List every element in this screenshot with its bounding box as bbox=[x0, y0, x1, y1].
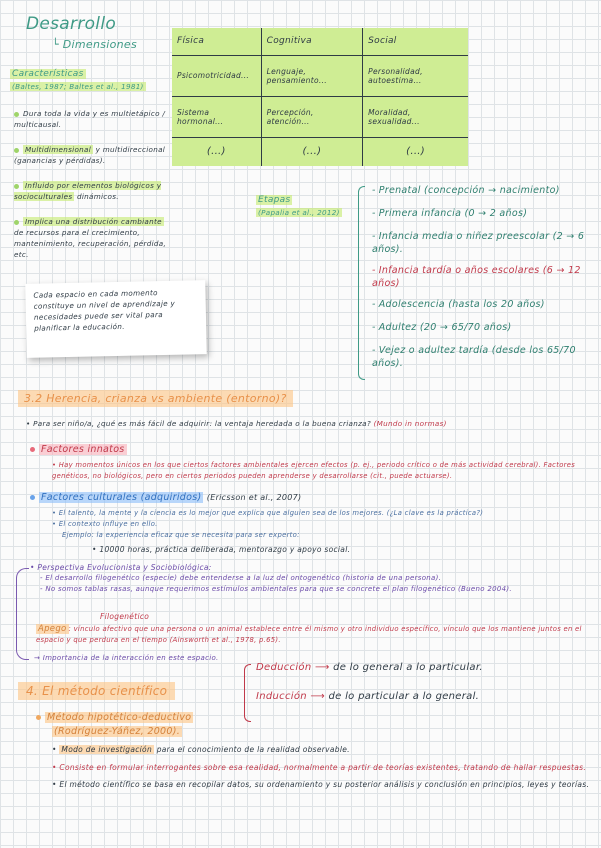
stage-item: - Infancia tardía o años escolares (6 → 12 años) bbox=[372, 265, 581, 289]
stage-item: - Infancia media o niñez preescolar (2 → 6 años). bbox=[372, 231, 585, 255]
table-header: Física bbox=[177, 36, 205, 47]
list-item: • Consiste en formular interrogantes sobre esa realidad, normalmente a partir de teorías existentes, tratando de hallar respuestas. bbox=[52, 762, 587, 772]
list-item: Implica una distribución cambiante de recursos para el crecimiento, mantenimiento, recuperación, pérdida, etc. bbox=[14, 217, 167, 259]
method-arrows bbox=[256, 662, 596, 702]
table-header: Social bbox=[363, 28, 468, 55]
dimensions-table bbox=[172, 28, 468, 166]
list-item: Influido por elementos biológicos y socioculturales dinámicos. bbox=[14, 181, 162, 201]
cultural-line: • El contexto influye en ello. bbox=[52, 520, 158, 528]
stage-item: - Prenatal (concepción → nacimiento) bbox=[372, 185, 560, 196]
table-cell: Moralidad, sexualidad... bbox=[363, 96, 468, 137]
list-item: Dura toda la vida y es multietápico / multicausal. bbox=[14, 109, 166, 129]
table-cell: Personalidad, autoestima... bbox=[363, 55, 468, 96]
table-row bbox=[172, 55, 468, 96]
stage-item: - Adolescencia (hasta los 20 años) bbox=[372, 299, 545, 310]
table-cell: (...) bbox=[172, 137, 261, 166]
stages-heading-block bbox=[256, 194, 342, 218]
filogenetico-label: Filogenético bbox=[100, 612, 150, 621]
stages-list bbox=[372, 184, 596, 370]
table-cell: Psicomotricidad... bbox=[172, 55, 261, 96]
section3-question: • Para ser niño/a, ¿qué es más fácil de adquirir: la ventaja heredada o la buena crianza? (Mundo in normas) bbox=[26, 419, 447, 428]
cultural-line: Ejemplo: la experiencia eficaz que se necesita para ser experto: bbox=[62, 531, 300, 539]
characteristics-citation: (Baltes, 1987; Baltes et al., 1981) bbox=[12, 82, 144, 91]
method-bullets bbox=[52, 744, 592, 791]
list-item: • Modo de investigación para el conocimiento de la realidad observable. bbox=[52, 745, 350, 754]
section4-heading: 4. El método científico bbox=[18, 684, 175, 698]
stage-item: - Vejez o adultez tardía (desde los 65/70 años). bbox=[372, 345, 576, 369]
innate-text: • Hay momentos únicos en los que ciertos factores ambientales ejercen efectos (p. ej., periodo crítico o de más actividad cerebral). Factores genéticos, no biológicos, pero en ciertos periodos pueden aprenderse y desarrollarse (cit., puede actuarse). bbox=[52, 461, 576, 480]
bullet-icon bbox=[14, 112, 19, 117]
table-header-row bbox=[172, 28, 468, 55]
stages-citation: (Papalia et al., 2012) bbox=[258, 208, 340, 217]
method-arrow-row: Inducción ⟶ de lo particular a lo general. bbox=[256, 691, 480, 702]
stages-brace bbox=[358, 186, 365, 380]
section3-heading: 3.2 Herencia, crianza vs ambiente (entorno)? bbox=[18, 392, 293, 405]
subtitle-arrow-icon: └ bbox=[52, 38, 63, 51]
cultural-heading: Factores culturales (adquiridos) (Ericsson et al., 2007) bbox=[30, 492, 301, 503]
table-row bbox=[172, 137, 468, 166]
bullet-icon bbox=[14, 148, 19, 153]
table-cell: Sistema hormonal... bbox=[172, 96, 261, 137]
method-title: Método hipotético-deductivo bbox=[36, 712, 193, 723]
perspective-closing: → Importancia de la interacción en este espacio. bbox=[34, 654, 219, 662]
note-text: Cada espacio en cada momento constituye un nivel de aprendizaje y necesidades puede ser vital para planificar la educación. bbox=[33, 288, 176, 333]
bullet-icon bbox=[14, 184, 19, 189]
stages-heading: Etapas bbox=[258, 195, 291, 205]
perspective-line: - El desarrollo filogenético (especie) debe entenderse a la luz del ontogenético (historia de una persona). bbox=[40, 574, 442, 582]
perspective-heading: • Perspectiva Evolucionista y Sociobiológica: bbox=[30, 563, 212, 572]
perspective-block bbox=[30, 562, 590, 595]
page-title: Desarrollo bbox=[26, 14, 117, 34]
characteristics bbox=[10, 68, 170, 92]
table-cell: (...) bbox=[363, 137, 468, 166]
table-row bbox=[172, 96, 468, 137]
perspective-bracket bbox=[16, 568, 29, 660]
arrow-right-icon: ⟶ bbox=[310, 691, 329, 702]
innate-heading: Factores innatos bbox=[30, 444, 127, 455]
table-header: Cognitiva bbox=[261, 28, 363, 55]
list-item: Multidimensional y multidireccional (ganancias y pérdidas). bbox=[14, 145, 166, 165]
stage-item: - Primera infancia (0 → 2 años) bbox=[372, 208, 528, 219]
bullet-icon bbox=[36, 715, 41, 720]
cultural-lines bbox=[52, 508, 582, 555]
list-item: • El método científico se basa en recopilar datos, su ordenamiento y su posterior análisis y conclusión en principios, leyes y teorías. bbox=[52, 780, 590, 789]
table-cell: Percepción, atención... bbox=[261, 96, 363, 137]
method-brace bbox=[244, 664, 251, 722]
bullet-icon bbox=[30, 495, 35, 500]
stage-item: - Adultez (20 → 65/70 años) bbox=[372, 322, 512, 333]
characteristics-list bbox=[14, 108, 174, 260]
page-subtitle: └ Dimensiones bbox=[52, 38, 138, 51]
bullet-icon bbox=[14, 220, 19, 225]
cultural-line: • 10000 horas, práctica deliberada, mentorazgo y apoyo social. bbox=[92, 545, 351, 554]
table-cell: (...) bbox=[261, 137, 363, 166]
bullet-icon bbox=[30, 447, 35, 452]
characteristics-heading: Características bbox=[12, 69, 84, 79]
cultural-line: • El talento, la mente y la ciencia es lo mejor que explica que alguien sea de los mejores. (¿La clave es la práctica?) bbox=[52, 509, 484, 517]
table-cell: Lenguaje, pensamiento... bbox=[261, 55, 363, 96]
method-arrow-row: Deducción ⟶ de lo general a lo particular. bbox=[256, 662, 483, 673]
method-citation: (Rodríguez-Yáñez, 2000). bbox=[54, 726, 181, 737]
note-card bbox=[25, 280, 207, 358]
arrow-right-icon: → bbox=[34, 654, 43, 662]
perspective-line: - No somos tablas rasas, aunque requerimos estímulos ambientales para que se concrete el plan filogenético (Bueno 2004). bbox=[40, 585, 512, 593]
arrow-right-icon: ⟶ bbox=[314, 662, 334, 673]
apego-definition: Apego : vínculo afectivo que una persona o un animal establece entre él mismo y otro individuo específico, vínculo que los mantiene juntos en el espacio y que perdura en el tiempo (Ainsworth et al., 1978, p.65). bbox=[36, 624, 582, 644]
